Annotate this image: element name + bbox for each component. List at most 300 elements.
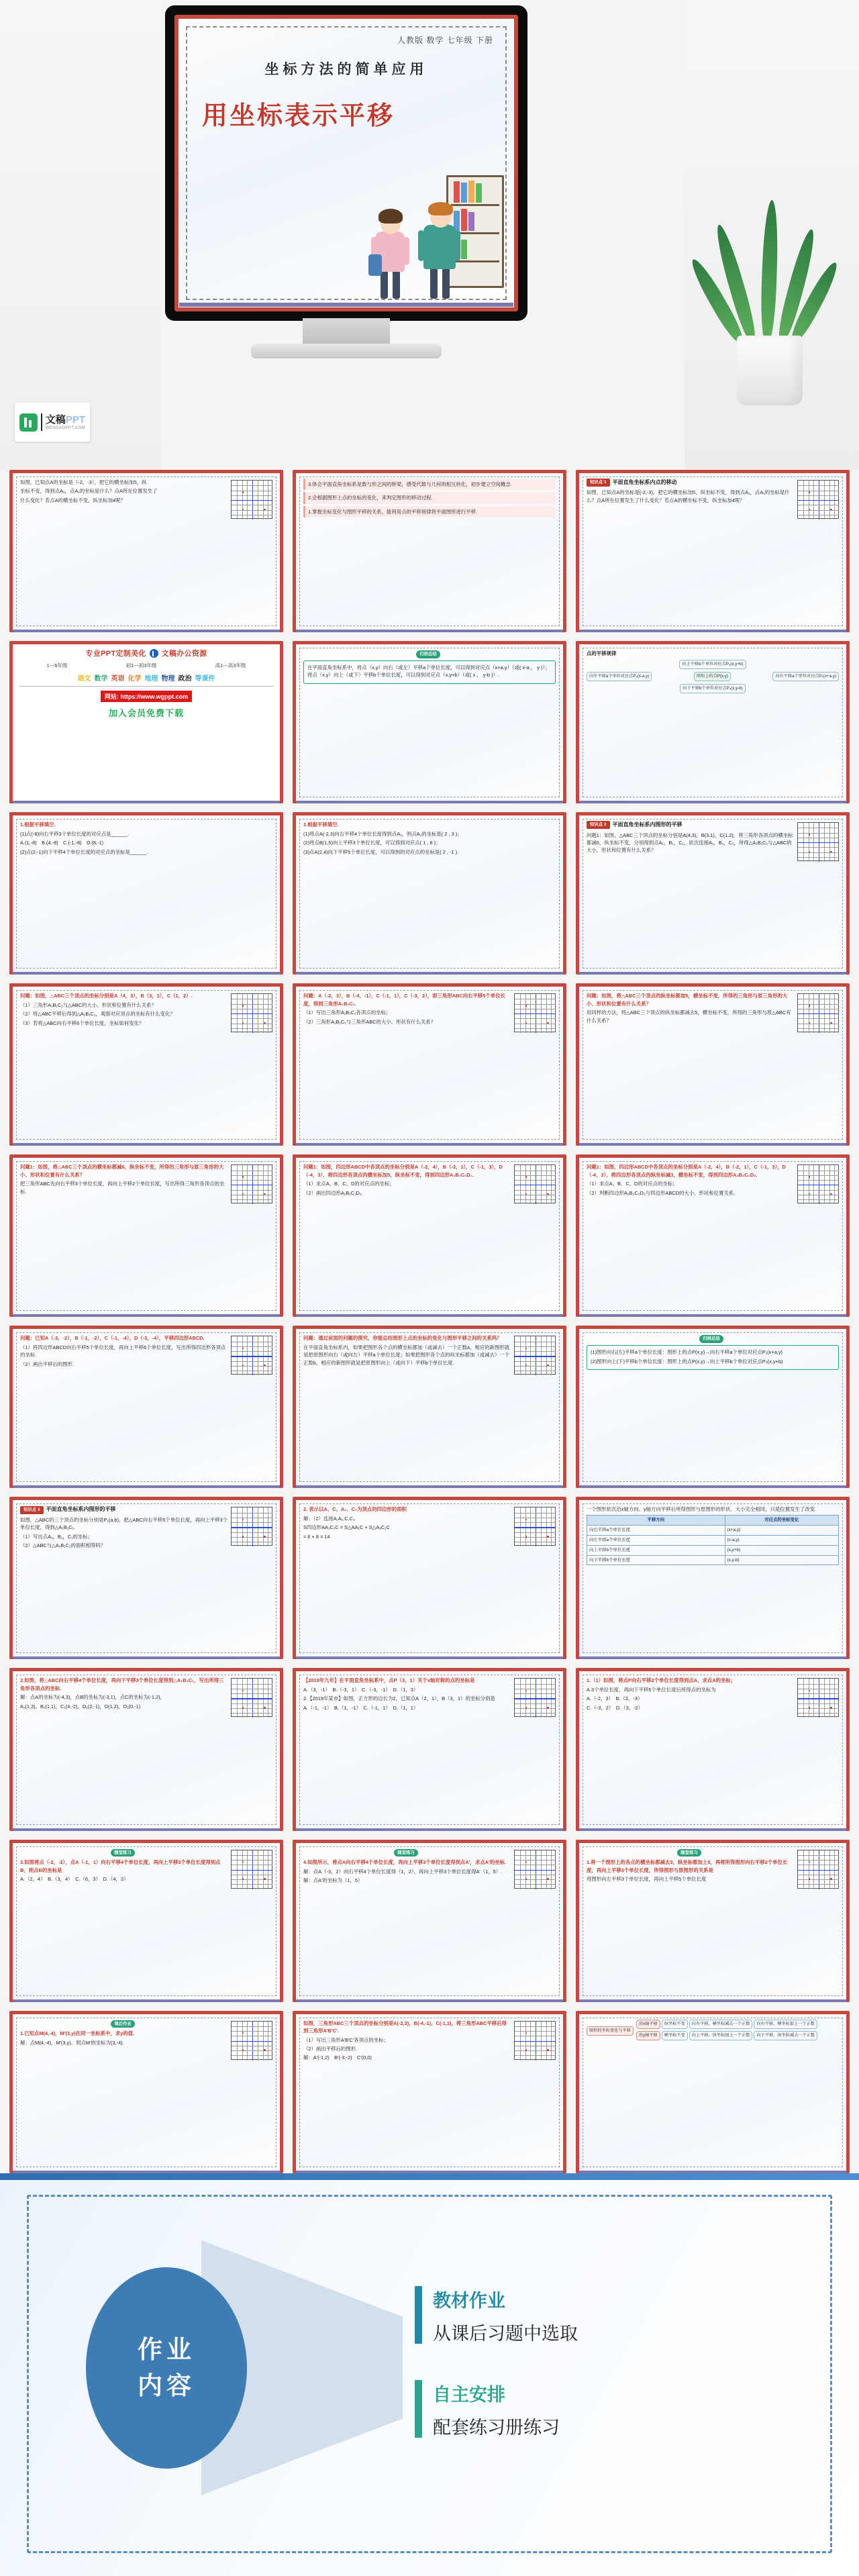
- question-title: 4.如图所示，将点A向右平移4个单位长度，再向上平移3个单位长度得到点A′，求点A′的坐标.: [303, 1859, 507, 1866]
- coordinate-grid: [514, 1678, 556, 1717]
- grid-line-h: [515, 1180, 556, 1181]
- homework-items: [415, 2286, 578, 2474]
- slide-body: [587, 992, 839, 1137]
- plotted-point: [809, 491, 810, 493]
- summary-box: [303, 660, 556, 684]
- question-text: 把三角形ABC先向右平移3个单位长度，再向上平移2个单位长度，写出所得三角形各顶点的坐标.: [20, 1181, 225, 1195]
- plotted-point: [525, 1348, 527, 1349]
- grid-line-h: [798, 1855, 839, 1856]
- ad-grade: 高1---高3年级: [215, 662, 246, 669]
- slide-thumbnail-inner: [579, 644, 846, 803]
- slide-thumbnail[interactable]: [293, 1497, 566, 1659]
- question-text: 2.【2019年某市】如图，正方形的边长为2，已知点A（2，1），B（3，1）的坐标分别是: [303, 1695, 495, 1702]
- question-text: = 6 + 8 = 14: [303, 1533, 330, 1540]
- grid-line-h: [798, 1199, 839, 1200]
- slide-thumbnail-inner: [296, 1500, 563, 1659]
- logo-divider: [41, 413, 42, 431]
- plotted-point: [242, 491, 244, 493]
- monitor-frame: [165, 5, 527, 321]
- slide-bottom-bar: [579, 801, 846, 803]
- grid-line-h: [515, 1537, 556, 1538]
- question-title: 问题1：如图，四边形ABCD中各顶点的坐标分别是A（-2，4），B（-2，1），C（-1，3），D（-4，3），将四边形各顶点的纵坐标减3，横坐标不变，得到四边形A₂B₂C₂D₂.: [587, 1164, 786, 1178]
- slide-bottom-bar: [579, 1999, 846, 2002]
- question-text: 将图形向左平移3个单位长度，再向上平移5个单位长度: [587, 1876, 707, 1883]
- grid-line-h: [515, 1708, 556, 1709]
- slide-thumbnail-inner: [13, 815, 280, 975]
- slide-thumbnail[interactable]: [9, 641, 283, 803]
- grid-line-h: [232, 1366, 272, 1367]
- summary-badge: 归纳总结: [699, 1335, 723, 1343]
- mindmap-branch: [636, 2031, 839, 2040]
- grid-line-h: [798, 1180, 839, 1181]
- question-title: 问题：如图，将△ABC三个顶点的纵坐标都加5，横坐标不变，所得的三角形与原三角形的大小、形状和位置有什么关系？: [587, 993, 788, 1007]
- slide-bottom-bar: [579, 1656, 846, 1659]
- hero-section: [0, 0, 859, 470]
- slide-thumbnail[interactable]: [576, 2011, 850, 2173]
- diagram-node-down: 向下平移b个单位对应点P₄(x,y-b): [680, 684, 746, 693]
- grid-line-h: [798, 1879, 839, 1880]
- question-title: 如图，三角形ABC三个顶点的坐标分别是A(-2,3)，B(-4,-1)，C(-1,1)，将三角形ABC平移后得到三角形A′B′C′.: [303, 2020, 507, 2034]
- grid-line-h: [798, 1870, 839, 1871]
- plotted-point: [809, 1005, 810, 1006]
- slide-thumbnail[interactable]: [576, 1840, 850, 2002]
- translation-table: [587, 1515, 839, 1566]
- logo-tagline: WENGAOPPT.COM: [45, 426, 85, 430]
- knowledge-badge: 知识点 1: [587, 479, 610, 487]
- ad-subject: 数学: [94, 675, 108, 683]
- ad-subject: 语文: [77, 675, 91, 683]
- slide-body: [303, 1677, 556, 1822]
- slide-thumbnail-inner: [296, 815, 563, 975]
- grid-line-h: [232, 1884, 272, 1885]
- slide-body: [20, 1163, 272, 1308]
- coordinate-grid: [797, 1165, 839, 1203]
- grid-line-h: [232, 1351, 272, 1352]
- knowledge-title: 平面直角坐标系内图形的平移: [612, 822, 683, 828]
- slide-body: [587, 1163, 839, 1308]
- homework-item-desc: 从课后习题中选取: [433, 2323, 578, 2344]
- coordinate-grid: [231, 1850, 272, 1889]
- slide-thumbnail-inner: [579, 1158, 846, 1317]
- grid-line-h: [798, 1703, 839, 1704]
- table-cell: 向右平移a个单位长度: [587, 1525, 725, 1535]
- grid-line-h: [798, 1175, 839, 1176]
- grid-line-h: [232, 500, 272, 501]
- plotted-point: [547, 1536, 548, 1537]
- slide-body: [587, 479, 839, 624]
- slide-bottom-bar: [296, 972, 563, 975]
- slide-thumbnail-inner: [296, 2014, 563, 2173]
- homework-section: [0, 2173, 859, 2576]
- question-text: （2）三角形A₁B₁C₁与三角形ABC的大小、形状有什么关系？: [303, 1018, 436, 1025]
- grid-line-h: [232, 1713, 272, 1714]
- slide-thumbnail[interactable]: [9, 812, 283, 975]
- grid-line-h: [515, 1522, 556, 1523]
- grid-line-h: [798, 495, 839, 496]
- question-text: （1）三角形A₁B₁C₁与△ABC的大小、形状和位置有什么关系？: [20, 1001, 156, 1008]
- plotted-point: [242, 1536, 244, 1537]
- slide-bottom-bar: [13, 1143, 280, 1146]
- coordinate-grid: [514, 1507, 556, 1546]
- slide-bottom-bar: [296, 1314, 563, 1317]
- slide-bottom-bar: [13, 1999, 280, 2002]
- question-title: 问题：已知A（-3，-2），B（-1，-2），C（-1，-4），D（-3，-4），平移四边形ABCD.: [20, 1335, 205, 1342]
- slide-body: [303, 2020, 556, 2165]
- diagram-title: 点的平移规律: [587, 650, 617, 657]
- grid-line-h: [515, 1884, 556, 1885]
- slide-bottom-bar: [296, 1485, 563, 1488]
- slide-bottom-bar: [296, 630, 563, 632]
- grid-line-h: [798, 1013, 839, 1014]
- mindmap-branch: [636, 2020, 839, 2029]
- table-cell: 向上平移b个单位长度: [587, 1545, 725, 1555]
- slide-bottom-bar: [296, 1828, 563, 1831]
- translation-diagram: [587, 650, 839, 795]
- slide-thumbnail[interactable]: [576, 983, 850, 1146]
- plotted-point: [830, 851, 831, 852]
- grid-line-h: [515, 1346, 556, 1347]
- grid-line-h: [232, 1532, 272, 1533]
- mindmap-leaf: 向右平移，横坐标加上一个正数: [754, 2020, 817, 2029]
- question-text: 用同样的方法，将△ABC三个顶点的纵坐标都减去5，横坐标不变，所得的三角形与原△ABC有什么关系？: [587, 1009, 791, 1024]
- ad-url[interactable]: 网站: https://www.wgppt.com: [101, 691, 192, 702]
- slide-thumbnail[interactable]: [9, 2011, 283, 2173]
- mindmap-leaf: 向左平移，横坐标减去一个正数: [689, 2020, 753, 2029]
- exercise-badge: 随堂练习: [111, 1849, 135, 1857]
- slide-bottom-bar: [13, 972, 280, 975]
- slide-thumbnail[interactable]: [576, 812, 850, 975]
- plotted-point: [242, 1690, 244, 1691]
- mindmap-branch-label: 沿y轴平移: [636, 2031, 660, 2040]
- question-text: （2）画出平移后的图形.: [20, 1360, 74, 1367]
- coordinate-grid: [797, 480, 839, 519]
- diagram-node-center: 图形上的点P(x,y): [694, 672, 731, 681]
- table-row: [587, 1525, 839, 1535]
- grid-line-h: [798, 1860, 839, 1861]
- slide-title: 用坐标表示平移: [202, 102, 395, 130]
- question-text: 解：点A的坐标为(-4,3)，点B的坐标为(-3,1)，点C的坐标为(-1,2)，: [20, 1694, 165, 1701]
- slide-body: [303, 821, 556, 966]
- slide-thumbnail[interactable]: [576, 470, 850, 632]
- ad-logo-icon: [150, 649, 158, 658]
- grid-line-h: [798, 1190, 839, 1191]
- mindmap-branch-label: 沿x轴平移: [636, 2020, 660, 2029]
- grid-line-h: [515, 1028, 556, 1029]
- slide-thumbnail-inner: [296, 1843, 563, 2002]
- monitor-neck: [303, 318, 390, 346]
- grid-line-h: [798, 1004, 839, 1005]
- question-text: A.（2，4） B.（3，4） C.（6，3） D.（4，3）: [20, 1876, 129, 1883]
- summary-lead: 一个图形依次沿x轴方向、y轴方向平移后所得图形与原图形的形状、大小完全相同，只是位置发生了改变.: [587, 1506, 817, 1513]
- summary-slide: [587, 1334, 839, 1479]
- slide-thumbnail-inner: [13, 1671, 280, 1830]
- plant-pot: [737, 336, 803, 405]
- grid-line-h: [515, 1684, 556, 1685]
- ad-divider: [19, 686, 274, 687]
- grid-line-h: [232, 1180, 272, 1181]
- plotted-point: [264, 2049, 265, 2050]
- ad-grade: 1---6年级: [46, 662, 68, 669]
- plotted-point: [242, 1861, 244, 1863]
- slide-thumbnail-inner: [296, 1671, 563, 1830]
- grid-line-h: [798, 510, 839, 511]
- slide-bottom-bar: [579, 1143, 846, 1146]
- grid-line-h: [232, 2050, 272, 2051]
- slide-bottom-bar: [13, 1828, 280, 1831]
- plotted-point: [242, 1878, 244, 1879]
- slide-thumbnail[interactable]: [293, 470, 566, 632]
- slide-thumbnail[interactable]: [576, 1497, 850, 1659]
- slide-body: [20, 821, 272, 966]
- slide-bottom-bar: [13, 1656, 280, 1659]
- slide-thumbnail[interactable]: [9, 1668, 283, 1830]
- slide-bottom-bar: [296, 1143, 563, 1146]
- slide-bottom-bar: [296, 1656, 563, 1659]
- question-title: 问题：通过前面的问题的探究，你能总结图形上点的坐标的变化与图形平移之间的关系吗？: [303, 1335, 502, 1342]
- homework-item-desc: 配套练习册练习: [433, 2417, 560, 2438]
- homework-circle-label: [86, 2267, 247, 2469]
- grid-line-h: [232, 1013, 272, 1014]
- coordinate-grid: [231, 1678, 272, 1717]
- slide-body: [20, 1848, 272, 1993]
- question-text: S四边形AA₁C₁C = S△AA₁C + S△A₁C₁C: [303, 1524, 390, 1531]
- question-text: （2）将△ABC平移后得到△A₁B₁C₁，观察对应顶点的坐标有什么变化？: [20, 1011, 175, 1018]
- knowledge-badge: 知识点 3: [20, 1506, 44, 1514]
- grid-line-h: [515, 1013, 556, 1014]
- plotted-point: [242, 2032, 244, 2034]
- slide-body: [20, 1505, 272, 1650]
- plotted-point: [264, 1536, 265, 1537]
- question-title: 1.根据平移填空.: [303, 822, 339, 828]
- table-row: [587, 1535, 839, 1545]
- grid-line-h: [232, 2026, 272, 2027]
- slide-thumbnail[interactable]: [576, 641, 850, 803]
- slide-body: [587, 1848, 839, 1993]
- plotted-point: [547, 1707, 548, 1708]
- slide-body: [20, 1334, 272, 1479]
- question-text: （2）判断四边形A₂B₂C₂D₂与四边形ABCD的大小、形状和位置关系.: [587, 1189, 736, 1196]
- coordinate-grid: [514, 1850, 556, 1889]
- summary-table-slide: [587, 1505, 839, 1650]
- question-text: （1）写出三角形A′B′C′各顶点的坐标；: [303, 2036, 389, 2043]
- grid-line-h: [515, 1693, 556, 1694]
- slide-bottom-bar: [13, 630, 280, 632]
- table-header-cell: 平移方向: [587, 1515, 725, 1525]
- slide-thumbnail[interactable]: [293, 1840, 566, 2002]
- slide-thumbnail[interactable]: [576, 1326, 850, 1488]
- plotted-point: [809, 1707, 810, 1708]
- question-text: （2）画出四边形A₁B₁C₁D₁.: [303, 1189, 363, 1196]
- question-text: (2)点(2,-1)向下平移4个单位长度的对应点的坐标是______.: [20, 848, 148, 855]
- question-text: （2）画出平移后的图形.: [303, 2045, 358, 2052]
- homework-item-heading: 教材作业: [433, 2290, 505, 2311]
- plotted-point: [547, 2049, 548, 2050]
- slide-subtitle: 坐标方法的简单应用: [264, 62, 428, 77]
- homework-item: [415, 2286, 578, 2345]
- grid-line-h: [232, 2041, 272, 2042]
- grid-line-h: [232, 510, 272, 511]
- grid-line-h: [515, 1366, 556, 1367]
- question-text: （2）△ABC与△A₁B₁C₁的面积相等吗？: [20, 1542, 106, 1549]
- coordinate-grid: [231, 1507, 272, 1546]
- ad-grade: 初1---初3年级: [125, 662, 157, 669]
- question-text: (3)点A(2,4)向下平移5个单位长度，可以得到的对应点的坐标是( 2 , -1 ).: [303, 848, 459, 855]
- hero-bg-left: [0, 0, 161, 470]
- slide-thumbnail[interactable]: [293, 812, 566, 975]
- question-text: C.（-3，2） D.（3，-2）: [587, 1704, 644, 1711]
- slide-thumbnail[interactable]: [293, 2011, 566, 2173]
- table-cell: (x-a,y): [725, 1535, 838, 1545]
- grid-line-h: [515, 1199, 556, 1200]
- exercise-badge: 课后作业: [111, 2020, 135, 2028]
- grid-line-h: [232, 1860, 272, 1861]
- grid-line-h: [515, 1879, 556, 1880]
- grid-line-h: [232, 1028, 272, 1029]
- slide-body: [587, 821, 839, 966]
- table-cell: 向左平移a个单位长度: [587, 1535, 725, 1545]
- slide-bottom-bar: [296, 1999, 563, 2002]
- grid-line-h: [515, 2026, 556, 2027]
- slide-thumbnail[interactable]: [576, 1154, 850, 1317]
- question-text: 问题1：如图，△ABC三个顶点的坐标分别是A(4,3)，B(3,1)，C(1,2)，将三角形各顶点的横坐标都减6，纵坐标不变，分别得到点A₁，B₁，C₁，依次连接A₁，B₁，C₁，所得△A₁B₁C₁与△ABC的大小、形状和位置有什么关系？: [587, 832, 793, 854]
- grid-line-h: [515, 1018, 556, 1019]
- table-header-cell: 对应点的坐标变化: [725, 1515, 838, 1525]
- plotted-point: [242, 1519, 244, 1520]
- slide-thumbnail[interactable]: [576, 1668, 850, 1830]
- slide-thumbnail[interactable]: [9, 470, 283, 632]
- ad-subject: 政治: [178, 675, 192, 683]
- grid-line-h: [515, 1004, 556, 1005]
- ad-headline: [17, 648, 275, 658]
- question-title: 1.（1）如图，将点P向右平移2个单位长度得到点A，求点A的坐标；: [587, 1677, 736, 1684]
- slide-thumbnail[interactable]: [293, 641, 566, 803]
- grid-line-h: [232, 1698, 272, 1699]
- grid-line-h: [232, 1684, 272, 1685]
- diagram-node-up: 向上平移b个单位对应点P₃(x,y+b): [679, 660, 746, 669]
- grid-line-h: [232, 2031, 272, 2032]
- plotted-point: [525, 1690, 527, 1691]
- table-cell: (x,y+b): [725, 1545, 838, 1555]
- monitor-mockup: [165, 5, 527, 361]
- coordinate-grid: [797, 1678, 839, 1717]
- homework-circle-line1: 作业: [138, 2335, 195, 2363]
- plotted-point: [525, 1176, 527, 1177]
- slide-thumbnail[interactable]: [293, 983, 566, 1146]
- slide-thumbnail-inner: [296, 1329, 563, 1488]
- slide-thumbnail-inner: [579, 1843, 846, 2002]
- slide-thumbnail[interactable]: [293, 1326, 566, 1488]
- diagram-node-right: 向右平移a个单位对应点P₁(x+a,y): [772, 672, 839, 681]
- question-text: A.(1,-8) B.(4,-8) C.(-1,-8) D.(8,-1): [20, 840, 104, 846]
- grid-line-h: [798, 833, 839, 834]
- coordinate-grid: [514, 1336, 556, 1375]
- ad-url-row: [17, 690, 275, 702]
- watermark-logo: [15, 403, 90, 442]
- slide-body: [303, 1505, 556, 1650]
- question-text: 坐标不变，得到点A₁，点A₁的坐标是什么？点A所在位置发生了: [20, 488, 158, 495]
- mindmap-slide: [587, 2020, 839, 2165]
- plotted-point: [809, 1878, 810, 1879]
- question-text: 解：点A（-3，2）向右平移4个单位长度得（1，2），再向上平移3个单位长度得A′（1，5）.: [303, 1868, 503, 1875]
- grid-line-h: [515, 1361, 556, 1362]
- slide-body: [303, 992, 556, 1137]
- mindmap-leaf: 向下平移，纵坐标减去一个正数: [754, 2031, 817, 2040]
- grid-line-h: [515, 2041, 556, 2042]
- slide-thumbnail-inner: [13, 1500, 280, 1659]
- grid-line-h: [798, 857, 839, 858]
- grid-line-h: [232, 1537, 272, 1538]
- slide-thumbnail[interactable]: [293, 1154, 566, 1317]
- slide-thumbnail-inner: [579, 1500, 846, 1659]
- slide-thumbnail[interactable]: [9, 983, 283, 1146]
- grid-line-h: [232, 1855, 272, 1856]
- slide-thumbnail[interactable]: [9, 1154, 283, 1317]
- question-title: 问题1：如图，将△ABC三个顶点的横坐标都减6，纵坐标不变，所得的三角形与原三角形的大小、形状和位置有什么关系？: [20, 1164, 224, 1178]
- grid-line-h: [232, 1190, 272, 1191]
- objectives-list: [303, 479, 556, 624]
- slide-thumbnail[interactable]: [9, 1326, 283, 1488]
- ad-slide: [13, 644, 280, 803]
- question-text: (1)点(-8)向右平移3个单位长度的对应点是______.: [20, 830, 130, 837]
- slide-body: [20, 1677, 272, 1822]
- question-title: 2. 表示以A、C、A₁、C₁为顶点的四边形的面积: [303, 1506, 407, 1513]
- slide-bottom-bar: [13, 1314, 280, 1317]
- homework-circle-line2: 内容: [138, 2371, 195, 2399]
- plotted-point: [242, 509, 244, 510]
- grid-line-h: [515, 2055, 556, 2056]
- table-cell: (x+a,y): [725, 1525, 838, 1535]
- slide-bottom-bar: [13, 1485, 280, 1488]
- publisher-label: 人教版 数学 七年级 下册: [397, 36, 493, 45]
- ad-headline-right: 文稿办公资源: [161, 650, 207, 658]
- mindmap-leaf: 纵坐标不变: [662, 2020, 688, 2029]
- coordinate-grid: [231, 1165, 272, 1203]
- slide-thumbnail[interactable]: [9, 1840, 283, 2002]
- plotted-point: [242, 1707, 244, 1708]
- question-text: 解：点M(4,-4)，M′(3,y)，则点M′的坐标为(3,-4).: [20, 2039, 124, 2046]
- homework-item-heading: 自主安排: [433, 2384, 505, 2405]
- ad-cta[interactable]: 加入会员免费下载: [108, 708, 184, 719]
- slide-thumbnail[interactable]: [9, 1497, 283, 1659]
- question-text: 解：点A′的坐标为（1，5）: [303, 1877, 363, 1884]
- grid-line-h: [232, 1346, 272, 1347]
- question-text: A.（-1，-1） B.（1，-1） C.（-1，1） D.（1，1）: [303, 1704, 419, 1711]
- question-text: 如图，已知点A的坐标是（-2，-3），把它的横坐标加5，纵: [20, 479, 147, 485]
- diagram-node-left: 向左平移a个单位对应点P₂(x-a,y): [587, 672, 652, 681]
- question-title: 1.已知点M(4,-4)，M′(3,y)在同一坐标系中，求y的值.: [20, 2030, 135, 2037]
- plotted-point: [809, 834, 810, 835]
- monitor-base: [251, 344, 442, 358]
- slide-thumbnail[interactable]: [293, 1668, 566, 1830]
- question-text: 什么变化？若点A的横坐标不变，纵坐标加4呢？: [20, 497, 125, 503]
- grid-line-h: [232, 495, 272, 496]
- plotted-point: [264, 1707, 265, 1708]
- leaf-logo-icon: [19, 413, 38, 432]
- exercise-badge: 随堂练习: [394, 1849, 418, 1857]
- summary-text: (1)图形向右(左)平移a个单位长度：图形上的点P(x,y)→向右平移a个单位对应点P₁(x+a,y): [591, 1349, 783, 1356]
- grid-line-h: [232, 1703, 272, 1704]
- slide-thumbnail-inner: [579, 473, 846, 632]
- grid-line-h: [232, 2055, 272, 2056]
- coordinate-grid: [797, 993, 839, 1032]
- grid-line-h: [798, 842, 839, 843]
- slide-body: [303, 1334, 556, 1479]
- grid-line-h: [515, 2050, 556, 2051]
- question-title: 问题：A（-2，3），B（-4，-1），C（-1，1），C（-3，2），即三角形ABC向右平移5个单位长度，得到三角形A₁B₁C₁.: [303, 993, 505, 1007]
- title-slide: [174, 15, 518, 311]
- summary-slide: [303, 650, 556, 795]
- coordinate-grid: [231, 2021, 272, 2060]
